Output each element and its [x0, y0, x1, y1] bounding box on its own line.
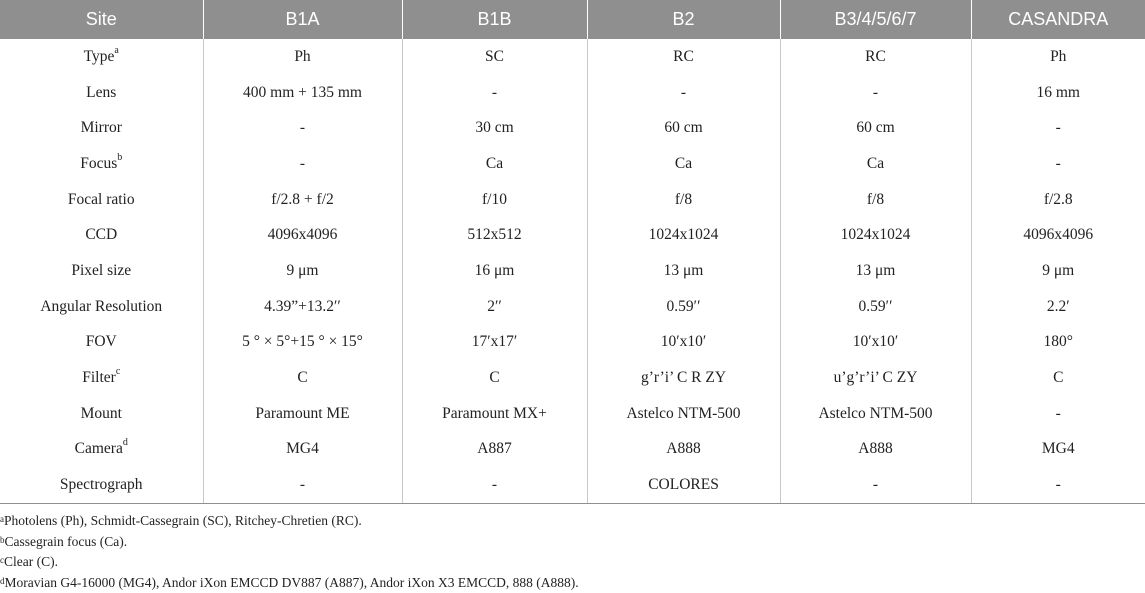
table-cell: 0.59′′ [780, 289, 971, 325]
table-row [0, 253, 1145, 289]
table-cell: Astelco NTM-500 [780, 396, 971, 432]
row-label: CCD [85, 226, 117, 243]
table-cell: 9 μm [203, 253, 402, 289]
table-cell: - [203, 467, 402, 503]
row-label: Angular Resolution [40, 298, 162, 315]
table-cell: f/8 [587, 182, 780, 218]
table-cell: C [203, 360, 402, 396]
table-cell: 4.39”+13.2′′ [203, 289, 402, 325]
row-label: Focus [80, 155, 117, 172]
table-cell: 180° [971, 325, 1145, 361]
footnote-marker: a [0, 514, 4, 524]
table-cell: A888 [587, 432, 780, 468]
row-label: Mount [81, 405, 122, 422]
footnote-text: Moravian G4-16000 (MG4), Andor iXon EMCCD DV887 (A887), Andor iXon X3 EMCCD, 888 (A888). [5, 575, 579, 590]
table-header-row [0, 0, 1145, 39]
table-cell: Ca [587, 146, 780, 182]
footnote-text: Cassegrain focus (Ca). [5, 534, 128, 549]
table-cell: u’g’r’i’ C ZY [780, 360, 971, 396]
table-row [0, 396, 1145, 432]
row-label-cell [0, 217, 203, 253]
table-cell: Ca [780, 146, 971, 182]
table-row [0, 182, 1145, 218]
table-cell: Astelco NTM-500 [587, 396, 780, 432]
table-cell: 2.2′ [971, 289, 1145, 325]
table-cell: Ph [203, 39, 402, 75]
table-cell: 0.59′′ [587, 289, 780, 325]
table-cell: 13 μm [780, 253, 971, 289]
column-header: B3/4/5/6/7 [780, 0, 971, 39]
table-row [0, 325, 1145, 361]
footnote-marker: b [0, 535, 5, 545]
row-label-cell [0, 467, 203, 503]
row-label-cell [0, 182, 203, 218]
table-cell: 1024x1024 [587, 217, 780, 253]
footnote-text: Clear (C). [4, 554, 58, 569]
row-label: Type [84, 48, 115, 65]
row-label: Camera [75, 440, 123, 457]
table-cell: 512x512 [402, 217, 587, 253]
table-cell: SC [402, 39, 587, 75]
row-label-cell [0, 146, 203, 182]
table-cell: 16 μm [402, 253, 587, 289]
table-cell: C [402, 360, 587, 396]
table-cell: - [971, 146, 1145, 182]
table-row [0, 110, 1145, 146]
column-header: Site [0, 0, 203, 39]
table-cell: MG4 [971, 432, 1145, 468]
table-row [0, 146, 1145, 182]
table-cell: 17′x17′ [402, 325, 587, 361]
table-cell: 30 cm [402, 110, 587, 146]
footnote [0, 532, 1145, 553]
footnote-marker: c [116, 366, 120, 377]
table-cell: C [971, 360, 1145, 396]
table-cell: Paramount MX+ [402, 396, 587, 432]
table-cell: g’r’i’ C R ZY [587, 360, 780, 396]
table-cell: 16 mm [971, 75, 1145, 111]
table-cell: A888 [780, 432, 971, 468]
table-row [0, 432, 1145, 468]
row-label: Spectrograph [60, 476, 143, 493]
footnote-marker: b [117, 152, 122, 163]
table-cell: RC [780, 39, 971, 75]
table-cell: A887 [402, 432, 587, 468]
table-cell: 2′′ [402, 289, 587, 325]
table-cell: - [971, 110, 1145, 146]
row-label-cell [0, 253, 203, 289]
footnote [0, 511, 1145, 532]
row-label-cell [0, 39, 203, 75]
row-label-cell [0, 110, 203, 146]
table-cell: 1024x1024 [780, 217, 971, 253]
table-cell: MG4 [203, 432, 402, 468]
row-label: Filter [82, 369, 116, 386]
table-row [0, 467, 1145, 503]
table-cell: Ca [402, 146, 587, 182]
table-row [0, 217, 1145, 253]
table-cell: - [203, 146, 402, 182]
row-label-cell [0, 432, 203, 468]
row-label-cell [0, 396, 203, 432]
table-cell: 4096x4096 [971, 217, 1145, 253]
table-row [0, 289, 1145, 325]
table-cell: - [971, 467, 1145, 503]
table-cell: RC [587, 39, 780, 75]
footnote-marker: d [123, 437, 128, 448]
table-cell: f/8 [780, 182, 971, 218]
column-header: B1A [203, 0, 402, 39]
table-cell: f/2.8 + f/2 [203, 182, 402, 218]
row-label-cell [0, 360, 203, 396]
table-body [0, 39, 1145, 503]
footnote [0, 552, 1145, 573]
table-cell: 10′x10′ [780, 325, 971, 361]
table-row [0, 360, 1145, 396]
table-cell: - [203, 110, 402, 146]
table-cell: 4096x4096 [203, 217, 402, 253]
row-label-cell [0, 325, 203, 361]
table-cell: f/10 [402, 182, 587, 218]
footnote-text: Photolens (Ph), Schmidt-Cassegrain (SC), Ritchey-Chretien (RC). [4, 513, 362, 528]
footnote-marker: a [114, 45, 118, 56]
table-cell: COLORES [587, 467, 780, 503]
row-label-cell [0, 289, 203, 325]
table-cell: - [402, 467, 587, 503]
row-label: Focal ratio [68, 191, 135, 208]
table-cell: f/2.8 [971, 182, 1145, 218]
table-cell: 13 μm [587, 253, 780, 289]
table-row [0, 39, 1145, 75]
table-cell: 60 cm [587, 110, 780, 146]
table-cell: Ph [971, 39, 1145, 75]
column-header: CASANDRA [971, 0, 1145, 39]
row-label: FOV [86, 333, 117, 350]
table-cell: - [780, 75, 971, 111]
column-header: B2 [587, 0, 780, 39]
table-cell: 5 ° × 5°+15 ° × 15° [203, 325, 402, 361]
table-cell: - [780, 467, 971, 503]
table-row [0, 75, 1145, 111]
row-label-cell [0, 75, 203, 111]
table-cell: 10′x10′ [587, 325, 780, 361]
footnote-marker: d [0, 576, 5, 586]
table-cell: - [971, 396, 1145, 432]
row-label: Mirror [81, 119, 122, 136]
table-cell: - [402, 75, 587, 111]
row-label: Pixel size [71, 262, 131, 279]
table-cell: 400 mm + 135 mm [203, 75, 402, 111]
table-cell: 60 cm [780, 110, 971, 146]
row-label: Lens [86, 84, 116, 101]
table-cell: Paramount ME [203, 396, 402, 432]
footnotes [0, 511, 1145, 593]
footnote-marker: c [0, 555, 4, 565]
table-cell: - [587, 75, 780, 111]
column-header: B1B [402, 0, 587, 39]
table-cell: 9 μm [971, 253, 1145, 289]
